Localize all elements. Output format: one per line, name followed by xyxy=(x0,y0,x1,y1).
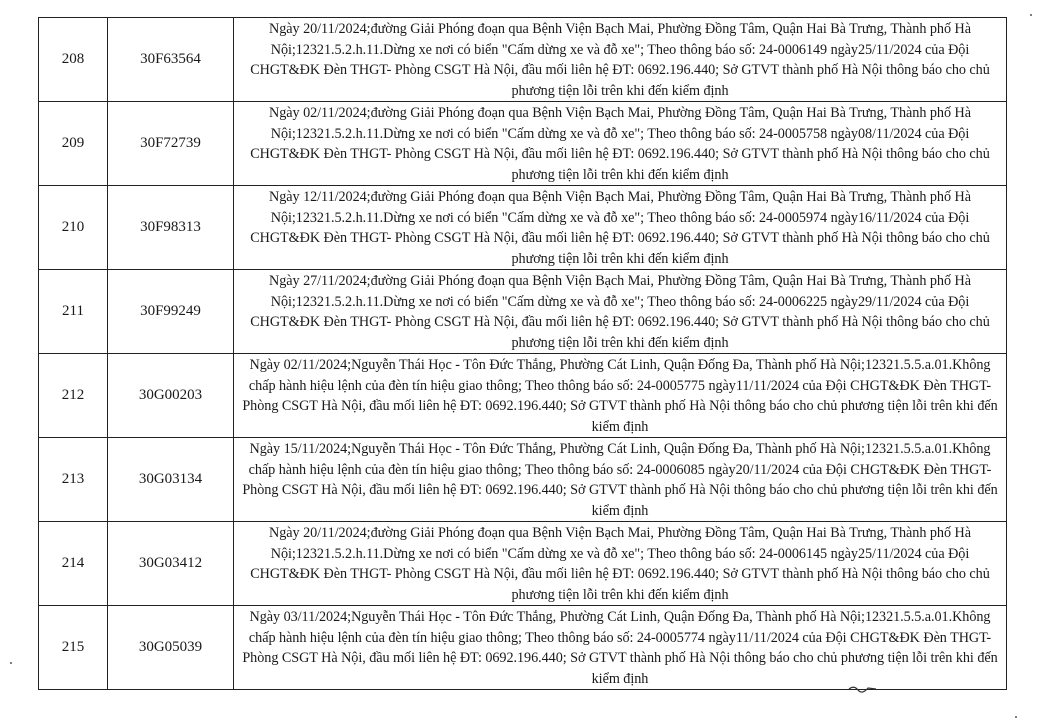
table-row xyxy=(39,186,1007,270)
license-plate: 30F99249 xyxy=(108,270,234,354)
license-plate: 30F98313 xyxy=(108,186,234,270)
table-row xyxy=(39,18,1007,102)
violation-description: Ngày 20/11/2024;đường Giải Phóng đoạn qua Bệnh Viện Bạch Mai, Phường Đồng Tâm, Quận Hai Bà Trưng, Thành phố Hà Nội;12321.5.2.h.11.Dừng xe nơi có biển "Cấm dừng xe và đỗ xe"; Theo thông báo số: 24-0006145 ngày25/11/2024 của Đội CHGT&ĐK Đèn THGT- Phòng CSGT Hà Nội, đầu mối liên hệ ĐT: 0692.196.440; Sở GTVT thành phố Hà Nội thông báo cho chủ phương tiện lỗi trên khi đến kiểm định xyxy=(234,522,1007,606)
table-row xyxy=(39,102,1007,186)
license-plate: 30G03412 xyxy=(108,522,234,606)
license-plate: 30G03134 xyxy=(108,438,234,522)
scan-speck xyxy=(1030,14,1032,16)
violation-description: Ngày 02/11/2024;Nguyễn Thái Học - Tôn Đức Thắng, Phường Cát Linh, Quận Đống Đa, Thành phố Hà Nội;12321.5.5.a.01.Không chấp hành hiệu lệnh của đèn tín hiệu giao thông; Theo thông báo số: 24-0005775 ngày11/11/2024 của Đội CHGT&ĐK Đèn THGT- Phòng CSGT Hà Nội, đầu mối liên hệ ĐT: 0692.196.440; Sở GTVT thành phố Hà Nội thông báo cho chủ phương tiện lỗi trên khi đến kiểm định xyxy=(234,354,1007,438)
pen-stroke-mark xyxy=(848,682,878,696)
table-row xyxy=(39,354,1007,438)
document-page xyxy=(38,17,1007,690)
violation-description: Ngày 02/11/2024;đường Giải Phóng đoạn qua Bệnh Viện Bạch Mai, Phường Đồng Tâm, Quận Hai Bà Trưng, Thành phố Hà Nội;12321.5.2.h.11.Dừng xe nơi có biển "Cấm dừng xe và đỗ xe"; Theo thông báo số: 24-0005758 ngày08/11/2024 của Đội CHGT&ĐK Đèn THGT- Phòng CSGT Hà Nội, đầu mối liên hệ ĐT: 0692.196.440; Sở GTVT thành phố Hà Nội thông báo cho chủ phương tiện lỗi trên khi đến kiểm định xyxy=(234,102,1007,186)
license-plate: 30G05039 xyxy=(108,606,234,690)
row-number: 215 xyxy=(39,606,108,690)
violation-description: Ngày 03/11/2024;Nguyễn Thái Học - Tôn Đức Thắng, Phường Cát Linh, Quận Đống Đa, Thành phố Hà Nội;12321.5.5.a.01.Không chấp hành hiệu lệnh của đèn tín hiệu giao thông; Theo thông báo số: 24-0005774 ngày11/11/2024 của Đội CHGT&ĐK Đèn THGT- Phòng CSGT Hà Nội, đầu mối liên hệ ĐT: 0692.196.440; Sở GTVT thành phố Hà Nội thông báo cho chủ phương tiện lỗi trên khi đến kiểm định xyxy=(234,606,1007,690)
row-number: 208 xyxy=(39,18,108,102)
row-number: 211 xyxy=(39,270,108,354)
violations-table xyxy=(38,17,1007,690)
row-number: 209 xyxy=(39,102,108,186)
violation-description: Ngày 20/11/2024;đường Giải Phóng đoạn qua Bệnh Viện Bạch Mai, Phường Đồng Tâm, Quận Hai Bà Trưng, Thành phố Hà Nội;12321.5.2.h.11.Dừng xe nơi có biển "Cấm dừng xe và đỗ xe"; Theo thông báo số: 24-0006149 ngày25/11/2024 của Đội CHGT&ĐK Đèn THGT- Phòng CSGT Hà Nội, đầu mối liên hệ ĐT: 0692.196.440; Sở GTVT thành phố Hà Nội thông báo cho chủ phương tiện lỗi trên khi đến kiểm định xyxy=(234,18,1007,102)
license-plate: 30G00203 xyxy=(108,354,234,438)
row-number: 214 xyxy=(39,522,108,606)
license-plate: 30F63564 xyxy=(108,18,234,102)
table-row xyxy=(39,522,1007,606)
violation-description: Ngày 27/11/2024;đường Giải Phóng đoạn qua Bệnh Viện Bạch Mai, Phường Đồng Tâm, Quận Hai Bà Trưng, Thành phố Hà Nội;12321.5.2.h.11.Dừng xe nơi có biển "Cấm dừng xe và đỗ xe"; Theo thông báo số: 24-0006225 ngày29/11/2024 của Đội CHGT&ĐK Đèn THGT- Phòng CSGT Hà Nội, đầu mối liên hệ ĐT: 0692.196.440; Sở GTVT thành phố Hà Nội thông báo cho chủ phương tiện lỗi trên khi đến kiểm định xyxy=(234,270,1007,354)
row-number: 213 xyxy=(39,438,108,522)
row-number: 210 xyxy=(39,186,108,270)
row-number: 212 xyxy=(39,354,108,438)
table-row xyxy=(39,438,1007,522)
scan-speck xyxy=(1015,716,1017,718)
violation-description: Ngày 12/11/2024;đường Giải Phóng đoạn qua Bệnh Viện Bạch Mai, Phường Đồng Tâm, Quận Hai Bà Trưng, Thành phố Hà Nội;12321.5.2.h.11.Dừng xe nơi có biển "Cấm dừng xe và đỗ xe"; Theo thông báo số: 24-0005974 ngày16/11/2024 của Đội CHGT&ĐK Đèn THGT- Phòng CSGT Hà Nội, đầu mối liên hệ ĐT: 0692.196.440; Sở GTVT thành phố Hà Nội thông báo cho chủ phương tiện lỗi trên khi đến kiểm định xyxy=(234,186,1007,270)
table-row xyxy=(39,606,1007,690)
table-row xyxy=(39,270,1007,354)
scan-speck xyxy=(10,662,12,664)
license-plate: 30F72739 xyxy=(108,102,234,186)
violation-description: Ngày 15/11/2024;Nguyễn Thái Học - Tôn Đức Thắng, Phường Cát Linh, Quận Đống Đa, Thành phố Hà Nội;12321.5.5.a.01.Không chấp hành hiệu lệnh của đèn tín hiệu giao thông; Theo thông báo số: 24-0006085 ngày20/11/2024 của Đội CHGT&ĐK Đèn THGT- Phòng CSGT Hà Nội, đầu mối liên hệ ĐT: 0692.196.440; Sở GTVT thành phố Hà Nội thông báo cho chủ phương tiện lỗi trên khi đến kiểm định xyxy=(234,438,1007,522)
